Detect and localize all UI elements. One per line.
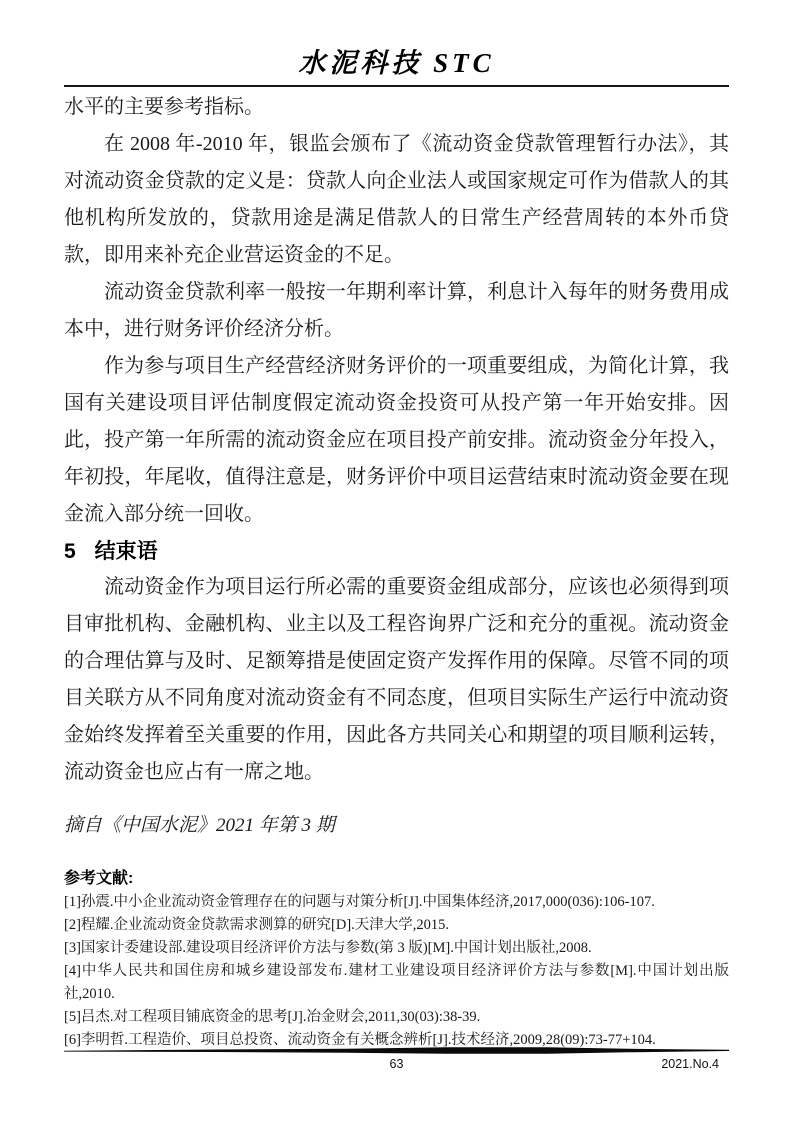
reference-item: [1]孙震.中小企业流动资金管理存在的问题与对策分析[J].中国集体经济,2017,000(036):106-107. [64,894,655,910]
header-rule [64,85,729,87]
references-section [64,867,729,1052]
references-title: 参考文献: [64,870,134,887]
journal-header [64,46,729,87]
footer-text-row [64,1057,729,1075]
footer-rule [64,1046,729,1055]
closing-paragraph: 流动资金作为项目运行所必需的重要资金组成部分，应该也必须得到项目审批机构、金融机构、业主以及工程咨询界广泛和充分的重视。流动资金的合理估算与及时、足额筹措是使固定资产发挥作用的保障。尽管不同的项目关联方从不同角度对流动资金有不同态度，但项目实际生产运行中流动资金始终发挥着至关重要的作用，因此各方共同关心和期望的项目顺利运转，流动资金也应占有一席之地。 [64,576,729,783]
article-body [64,89,729,1052]
journal-title: 水泥科技 STC [298,48,495,78]
page-footer [64,1046,729,1122]
issue-number: 2021.No.4 [661,1057,719,1071]
reference-item: [2]程耀.企业流动资金贷款需求测算的研究[D].天津大学,2015. [64,917,450,933]
reference-item: [3]国家计委建设部.建设项目经济评价方法与参数(第 3 版)[M].中国计划出版社,2008. [64,940,592,956]
page-number: 63 [389,1057,404,1071]
reference-item: [4]中华人民共和国住房和城乡建设部发布.建材工业建设项目经济评价方法与参数[M].中国计划出版社,2010. [64,963,729,1002]
section-number: 5 [64,540,76,563]
section-heading [64,535,729,569]
reference-item: [6]李明哲.工程造价、项目总投资、流动资金有关概念辨析[J].技术经济,2009,28(09):73-77+104. [64,1032,656,1048]
body-paragraph: 在 2008 年-2010 年，银监会颁布了《流动资金贷款管理暂行办法》，其对流动资金贷款的定义是：贷款人向企业法人或国家规定可作为借款人的其他机构所发放的，贷款用途是满足借款人的日常生产经营周转的本外币贷款，即用来补充企业营运资金的不足。 [64,133,729,266]
body-paragraph: 流动资金贷款利率一般按一年期利率计算，利息计入每年的财务费用成本中，进行财务评价经济分析。 [64,281,729,340]
continuation-line: 水平的主要参考指标。 [64,96,264,118]
body-paragraph: 作为参与项目生产经营经济财务评价的一项重要组成，为简化计算，我国有关建设项目评估制度假定流动资金投资可从投产第一年开始安排。因此，投产第一年所需的流动资金应在项目投产前安排。流动资金分年投入，年初投，年尾收，值得注意是，财务评价中项目运营结束时流动资金要在现金流入部分统一回收。 [64,355,729,525]
reference-item: [5]吕杰.对工程项目铺底资金的思考[J].冶金财会,2011,30(03):38-39. [64,1009,481,1025]
section-title: 结束语 [94,540,158,563]
source-note: 摘自《中国水泥》2021 年第 3 期 [64,815,335,836]
